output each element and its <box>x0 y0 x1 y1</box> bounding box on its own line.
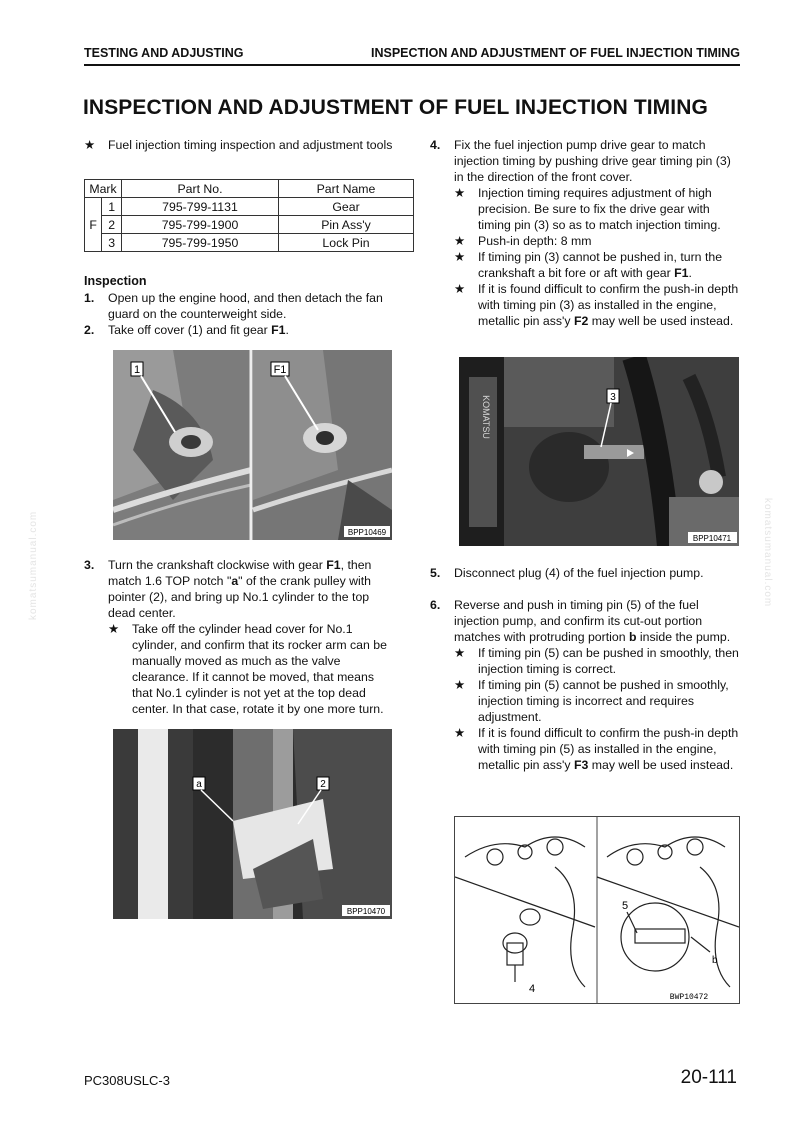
callout-3: 3 <box>610 392 616 403</box>
table-row <box>85 198 414 216</box>
table-row <box>85 216 414 234</box>
note-text: . <box>688 266 692 280</box>
note-text: If timing pin (5) cannot be pushed in smoothly, injection timing is incorrect and requires adjustment. <box>478 678 729 724</box>
tool-ref: F1 <box>326 558 341 572</box>
callout-1: 1 <box>133 364 141 376</box>
star-icon: ★ <box>454 678 466 692</box>
star-icon: ★ <box>454 234 466 248</box>
figure-cover-gear-photo <box>113 350 392 540</box>
col-mark: Mark <box>85 180 122 198</box>
step-4 <box>430 137 740 329</box>
portion-ref: b <box>628 630 637 644</box>
tool-ref: F1 <box>271 323 286 337</box>
star-icon: ★ <box>454 250 466 264</box>
header-section: TESTING AND ADJUSTING <box>84 46 244 60</box>
part-name: Pin Ass'y <box>279 216 414 234</box>
note-text: Push-in depth: 8 mm <box>478 234 592 248</box>
step-text: , then match 1.6 TOP notch " <box>108 558 372 588</box>
part-no: 795-799-1131 <box>122 198 279 216</box>
row-no: 3 <box>102 234 122 252</box>
star-icon: ★ <box>454 646 466 660</box>
callout-2: 2 <box>320 779 326 790</box>
callout-a: a <box>196 779 202 790</box>
star-icon: ★ <box>108 622 120 636</box>
tool-ref: F2 <box>573 314 589 328</box>
page-title: INSPECTION AND ADJUSTMENT OF FUEL INJECTION TIMING <box>83 96 708 119</box>
table-header-row <box>85 180 414 198</box>
row-no: 2 <box>102 216 122 234</box>
intro-note <box>84 137 394 153</box>
row-no: 1 <box>102 198 122 216</box>
col-part-name: Part Name <box>279 180 414 198</box>
note-text: If timing pin (5) can be pushed in smoothly, then injection timing is correct. <box>478 646 739 676</box>
step-number: 1. <box>84 291 95 305</box>
note-text: Take off the cylinder head cover for No.1 cylinder, and confirm that its rocker arm can be manually moved as much as the valve clearance. If it cannot be moved, that means that No.1 cylinder is not yet at the top dead center. In that case, rotate it by one more turn. <box>132 622 387 716</box>
figure-code: BWP10472 <box>669 993 709 1002</box>
notch-ref: a <box>231 574 239 588</box>
page-number: 20-111 <box>680 1067 737 1088</box>
callout-4: 4 <box>529 983 536 995</box>
part-no: 795-799-1900 <box>122 216 279 234</box>
step-number: 5. <box>430 566 441 580</box>
step-number: 3. <box>84 558 95 572</box>
star-icon: ★ <box>84 138 96 152</box>
pump-label: KOMATSU <box>481 395 491 439</box>
steps-1-2 <box>84 290 394 338</box>
model-number: PC308USLC-3 <box>84 1073 170 1088</box>
figure-pump-plug-drawing <box>454 816 740 1004</box>
col-part-no: Part No. <box>122 180 279 198</box>
watermark-right: komatsumanual.com <box>762 498 773 608</box>
note-text: Injection timing requires adjustment of high precision. Be sure to fix the drive gear with timing pin (3) so as to match injection timing. <box>478 186 721 232</box>
step-text: Fix the fuel injection pump drive gear to match injection timing by pushing drive gear timing pin (3) in the direction of the front cover. <box>454 138 731 184</box>
step-6 <box>430 597 740 773</box>
note-text: may well be used instead. <box>588 758 734 772</box>
step-text: Disconnect plug (4) of the fuel injection pump. <box>454 566 704 580</box>
step-text: Turn the crankshaft clockwise with gear <box>108 558 327 572</box>
note-text: may well be used instead. <box>588 314 734 328</box>
inspection-heading: Inspection <box>84 274 147 288</box>
figure-crank-pulley-photo <box>113 729 392 919</box>
figure-timing-pin-photo <box>459 357 739 546</box>
note-text: If timing pin (3) cannot be pushed in, turn the crankshaft a bit fore or aft with gear <box>478 250 723 280</box>
step-text: Open up the engine hood, and then detach the fan guard on the counterweight side. <box>108 291 383 321</box>
part-name: Lock Pin <box>279 234 414 252</box>
step-text: inside the pump. <box>636 630 731 644</box>
step-number: 6. <box>430 598 441 612</box>
step-5 <box>430 565 740 581</box>
tools-table <box>84 179 414 252</box>
star-icon: ★ <box>454 282 466 296</box>
callout-b: b <box>712 955 718 966</box>
callout-5: 5 <box>622 900 629 912</box>
note-text: If it is found difficult to confirm the push-in depth with timing pin (5) as installed in the engine, metallic pin ass'y <box>478 726 739 772</box>
step-text: " of the crank pulley with pointer (2), and bring up No.1 cylinder to the top dead center. <box>108 574 372 620</box>
step-text: Reverse and push in timing pin (5) of the fuel injection pump, and confirm its cut-out portion matches with protruding portion <box>454 598 703 644</box>
tool-ref: F3 <box>573 758 589 772</box>
tool-ref: F1 <box>674 266 689 280</box>
figure-code: BPP10470 <box>346 907 386 916</box>
part-no: 795-799-1950 <box>122 234 279 252</box>
header-topic: INSPECTION AND ADJUSTMENT OF FUEL INJECTION TIMING <box>371 46 740 60</box>
star-icon: ★ <box>454 726 466 740</box>
mark-cell: F <box>85 198 102 252</box>
figure-code: BPP10469 <box>347 528 387 537</box>
intro-text: Fuel injection timing inspection and adjustment tools <box>108 138 393 152</box>
table-row <box>85 234 414 252</box>
watermark-left: komatsumanual.com <box>28 510 39 620</box>
star-icon: ★ <box>454 186 466 200</box>
page-header <box>84 46 740 66</box>
part-name: Gear <box>279 198 414 216</box>
step-text: . <box>285 323 289 337</box>
figure-code: BPP10471 <box>692 534 732 543</box>
step-number: 2. <box>84 323 95 337</box>
step-text: Take off cover (1) and fit gear <box>108 323 272 337</box>
step-3 <box>84 557 394 717</box>
step-number: 4. <box>430 138 441 152</box>
callout-f1: F1 <box>273 364 287 376</box>
note-text: If it is found difficult to confirm the push-in depth with timing pin (3) as installed in the engine, metallic pin ass'y <box>478 282 739 328</box>
